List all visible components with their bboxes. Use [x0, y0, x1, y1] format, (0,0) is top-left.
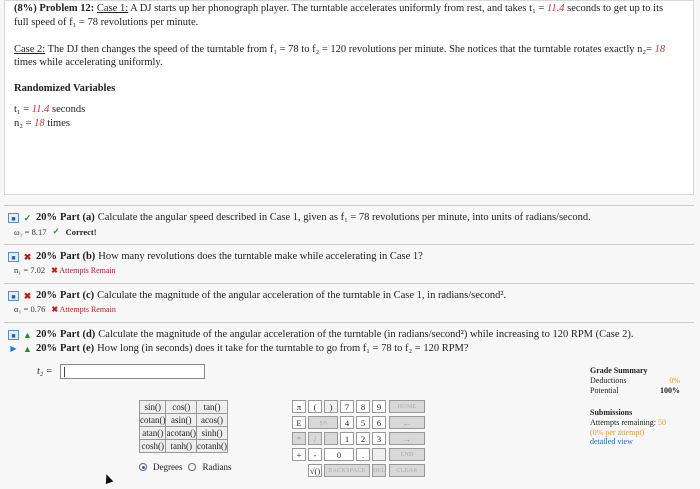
- degrees-radio[interactable]: [139, 463, 147, 471]
- potential-row: [590, 386, 680, 396]
- part-d-row[interactable]: [8, 329, 634, 340]
- expand-icon[interactable]: ■: [8, 213, 19, 223]
- asin-button[interactable]: asin(): [166, 414, 196, 427]
- play-icon[interactable]: ▶: [10, 343, 17, 353]
- incorrect-icon: ✖: [23, 251, 32, 262]
- rv2-value: 18: [34, 118, 45, 129]
- warning-icon: ▲: [23, 343, 32, 354]
- case-2-label: Case 2:: [14, 44, 46, 55]
- n2-value: 18: [654, 44, 666, 55]
- digit-1-button[interactable]: 1: [340, 432, 354, 445]
- left-paren-button[interactable]: (: [308, 400, 322, 413]
- expand-icon[interactable]: ■: [8, 291, 19, 301]
- rv1-symbol: t₁ =: [14, 104, 30, 115]
- digit-7-button[interactable]: 7: [340, 400, 354, 413]
- correct-check-icon: ✓: [52, 226, 60, 236]
- function-keys: [139, 400, 228, 453]
- potential-label: Potential: [590, 386, 619, 395]
- clear-button[interactable]: CLEAR: [389, 464, 425, 477]
- backspace-button[interactable]: BACKSPACE: [324, 464, 370, 477]
- warning-icon: ▲: [23, 329, 32, 340]
- part-e-row[interactable]: [8, 343, 469, 354]
- cotan-button[interactable]: cotan(): [140, 415, 166, 425]
- attempts-label: Attempts remaining:: [590, 418, 656, 427]
- right-arrow-button[interactable]: →: [389, 432, 425, 445]
- right-paren-button[interactable]: ): [324, 400, 338, 413]
- part-b-status-text: Attempts Remain: [59, 265, 116, 275]
- part-a-percent: 20%: [36, 212, 57, 223]
- part-d-label: Part (d): [60, 329, 96, 340]
- text-caret: [64, 367, 65, 377]
- part-b-percent: 20%: [36, 251, 57, 262]
- detailed-view-link[interactable]: detailed view: [590, 437, 633, 446]
- dot-button[interactable]: .: [356, 448, 370, 461]
- problem-text-1: A DJ starts up her phonograph player. The turntable accelerates uniformly from rest, and takes: [130, 3, 527, 14]
- part-c-answer: α₁ = 0.76: [14, 304, 46, 314]
- part-d-percent: 20%: [36, 329, 57, 340]
- sin-button[interactable]: sin(): [140, 401, 166, 414]
- cotanh-button[interactable]: cotanh(): [196, 441, 227, 451]
- expand-icon[interactable]: ■: [8, 252, 19, 262]
- attempts-remaining: [590, 418, 666, 428]
- delete-button[interactable]: DEL: [372, 464, 386, 477]
- grade-summary-title: Grade Summary: [590, 366, 648, 375]
- x-icon: ✖: [51, 304, 59, 314]
- check-icon: ✓: [23, 212, 32, 223]
- digit-2-button[interactable]: 2: [356, 432, 370, 445]
- part-a-label: Part (a): [60, 212, 95, 223]
- digit-0-button[interactable]: 0: [324, 448, 354, 461]
- degrees-label: Degrees: [153, 462, 183, 472]
- part-b-row[interactable]: [8, 251, 423, 262]
- t1-value: 11.4: [546, 3, 565, 14]
- radians-radio[interactable]: [188, 463, 196, 471]
- rv1-unit: seconds: [51, 104, 86, 115]
- submissions-heading: Submissions: [590, 408, 633, 417]
- attempts-value: 50: [658, 418, 666, 427]
- acotan-button[interactable]: acotan(): [166, 428, 196, 438]
- digit-9-button[interactable]: 9: [372, 400, 386, 413]
- part-b-answer-row: [14, 265, 116, 275]
- divide-button[interactable]: /: [308, 432, 322, 445]
- n2-symbol: n₂=: [637, 44, 652, 55]
- part-e-percent: 20%: [36, 343, 57, 354]
- problem-panel: [4, 0, 694, 195]
- case-2-line-2: times while accelerating uniformly.: [14, 57, 163, 68]
- randomized-variable-t1: [14, 103, 85, 116]
- randomized-variable-n2: [14, 117, 70, 130]
- t1-symbol: t₁ =: [529, 3, 545, 14]
- part-c-answer-row: [14, 304, 116, 314]
- part-c-percent: 20%: [36, 290, 57, 301]
- home-button[interactable]: HOME: [389, 400, 425, 413]
- expand-icon[interactable]: ■: [8, 330, 19, 340]
- sqrt-button[interactable]: √(): [309, 466, 321, 476]
- problem-line-2: full speed of f₁ = 78 revolutions per minute.: [14, 17, 199, 28]
- part-a-answer-row: [14, 226, 97, 237]
- case-2-text: The DJ then changes the speed of the turntable from f₁ = 78 to f₂ = 120 revolutions per minute. She notices that the turntable rotates exactly: [47, 44, 635, 55]
- rv1-value: 11.4: [31, 104, 50, 115]
- part-c-status: [51, 305, 115, 314]
- part-a-answer: ω₁ = 8.17: [14, 226, 47, 237]
- per-attempt: (0% per attempt): [590, 428, 645, 437]
- randomized-variables-heading: Randomized Variables: [14, 83, 116, 94]
- sinh-button[interactable]: sinh(): [196, 427, 227, 440]
- pi-button[interactable]: π: [292, 400, 306, 413]
- problem-text-1-tail: seconds to get up to its: [567, 3, 664, 14]
- mouse-cursor-icon: [103, 473, 114, 484]
- digit-5-button[interactable]: 5: [356, 416, 370, 429]
- x-icon: ✖: [51, 265, 58, 275]
- rv2-symbol: n₂ =: [14, 118, 32, 129]
- deductions-value: 0%: [669, 376, 680, 385]
- e-button[interactable]: E: [292, 416, 306, 429]
- deductions-label: Deductions: [590, 376, 627, 385]
- left-arrow-button[interactable]: ←: [389, 416, 425, 429]
- acos-button[interactable]: acos(): [196, 414, 227, 427]
- digit-4-button[interactable]: 4: [340, 416, 354, 429]
- digit-6-button[interactable]: 6: [372, 416, 386, 429]
- tanh-button[interactable]: tanh(): [166, 440, 196, 453]
- part-a-row[interactable]: [8, 212, 591, 223]
- part-b-label: Part (b): [60, 251, 96, 262]
- part-e-text: How long (in seconds) does it take for the turntable to go from f₁ = 78 to f₂ = 120 RPM?: [97, 343, 469, 354]
- plus-button[interactable]: +: [292, 448, 306, 461]
- problem-title: (8%) Problem 12:: [14, 3, 95, 14]
- atan-button[interactable]: atan(): [140, 427, 166, 440]
- part-c-row[interactable]: [8, 290, 506, 301]
- minus-button[interactable]: -: [308, 448, 322, 461]
- problem-line-1: [14, 2, 663, 15]
- part-a-status: Correct!: [65, 226, 97, 237]
- divider: [4, 244, 694, 245]
- cos-button[interactable]: cos(): [166, 401, 196, 414]
- divider: [4, 322, 694, 323]
- part-c-text: Calculate the magnitude of the angular acceleration of the turntable in Case 1, in radians/second².: [97, 290, 507, 301]
- blank-key: [372, 448, 386, 461]
- part-e-label: Part (e): [60, 343, 95, 354]
- part-d-text: Calculate the magnitude of the angular acceleration of the turntable (in radians/second²) while increasing to 120 RPM (Case 2).: [98, 329, 634, 340]
- case-1-label: Case 1:: [96, 3, 129, 14]
- digit-8-button[interactable]: 8: [356, 400, 370, 413]
- angle-mode: [139, 462, 231, 472]
- part-b-answer: n₁ = 7.02: [14, 265, 46, 275]
- deductions-row: [590, 376, 680, 386]
- t2-label: t₂ =: [37, 366, 53, 377]
- case-2-line: [14, 43, 665, 56]
- blank-key: [324, 432, 338, 445]
- divider: [4, 205, 694, 206]
- power-button[interactable]: ↑^: [308, 416, 338, 429]
- answer-input[interactable]: [60, 364, 205, 379]
- part-b-status: [51, 266, 115, 275]
- divider: [4, 283, 694, 284]
- radians-label: Radians: [202, 462, 232, 472]
- part-c-status-text: Attempts Remain: [59, 304, 116, 314]
- incorrect-icon: ✖: [23, 290, 32, 301]
- tan-button[interactable]: tan(): [196, 401, 227, 414]
- potential-value: 100%: [660, 386, 680, 395]
- end-button[interactable]: END: [389, 448, 425, 461]
- digit-3-button[interactable]: 3: [372, 432, 386, 445]
- part-b-text: How many revolutions does the turntable make while accelerating in Case 1?: [98, 251, 423, 262]
- cosh-button[interactable]: cosh(): [141, 441, 164, 451]
- multiply-button[interactable]: *: [292, 432, 306, 445]
- part-a-text: Calculate the angular speed described in Case 1, given as f₁ = 78 revolutions per minute, into units of radians/second.: [97, 212, 591, 223]
- part-c-label: Part (c): [60, 290, 95, 301]
- rv2-unit: times: [47, 118, 70, 129]
